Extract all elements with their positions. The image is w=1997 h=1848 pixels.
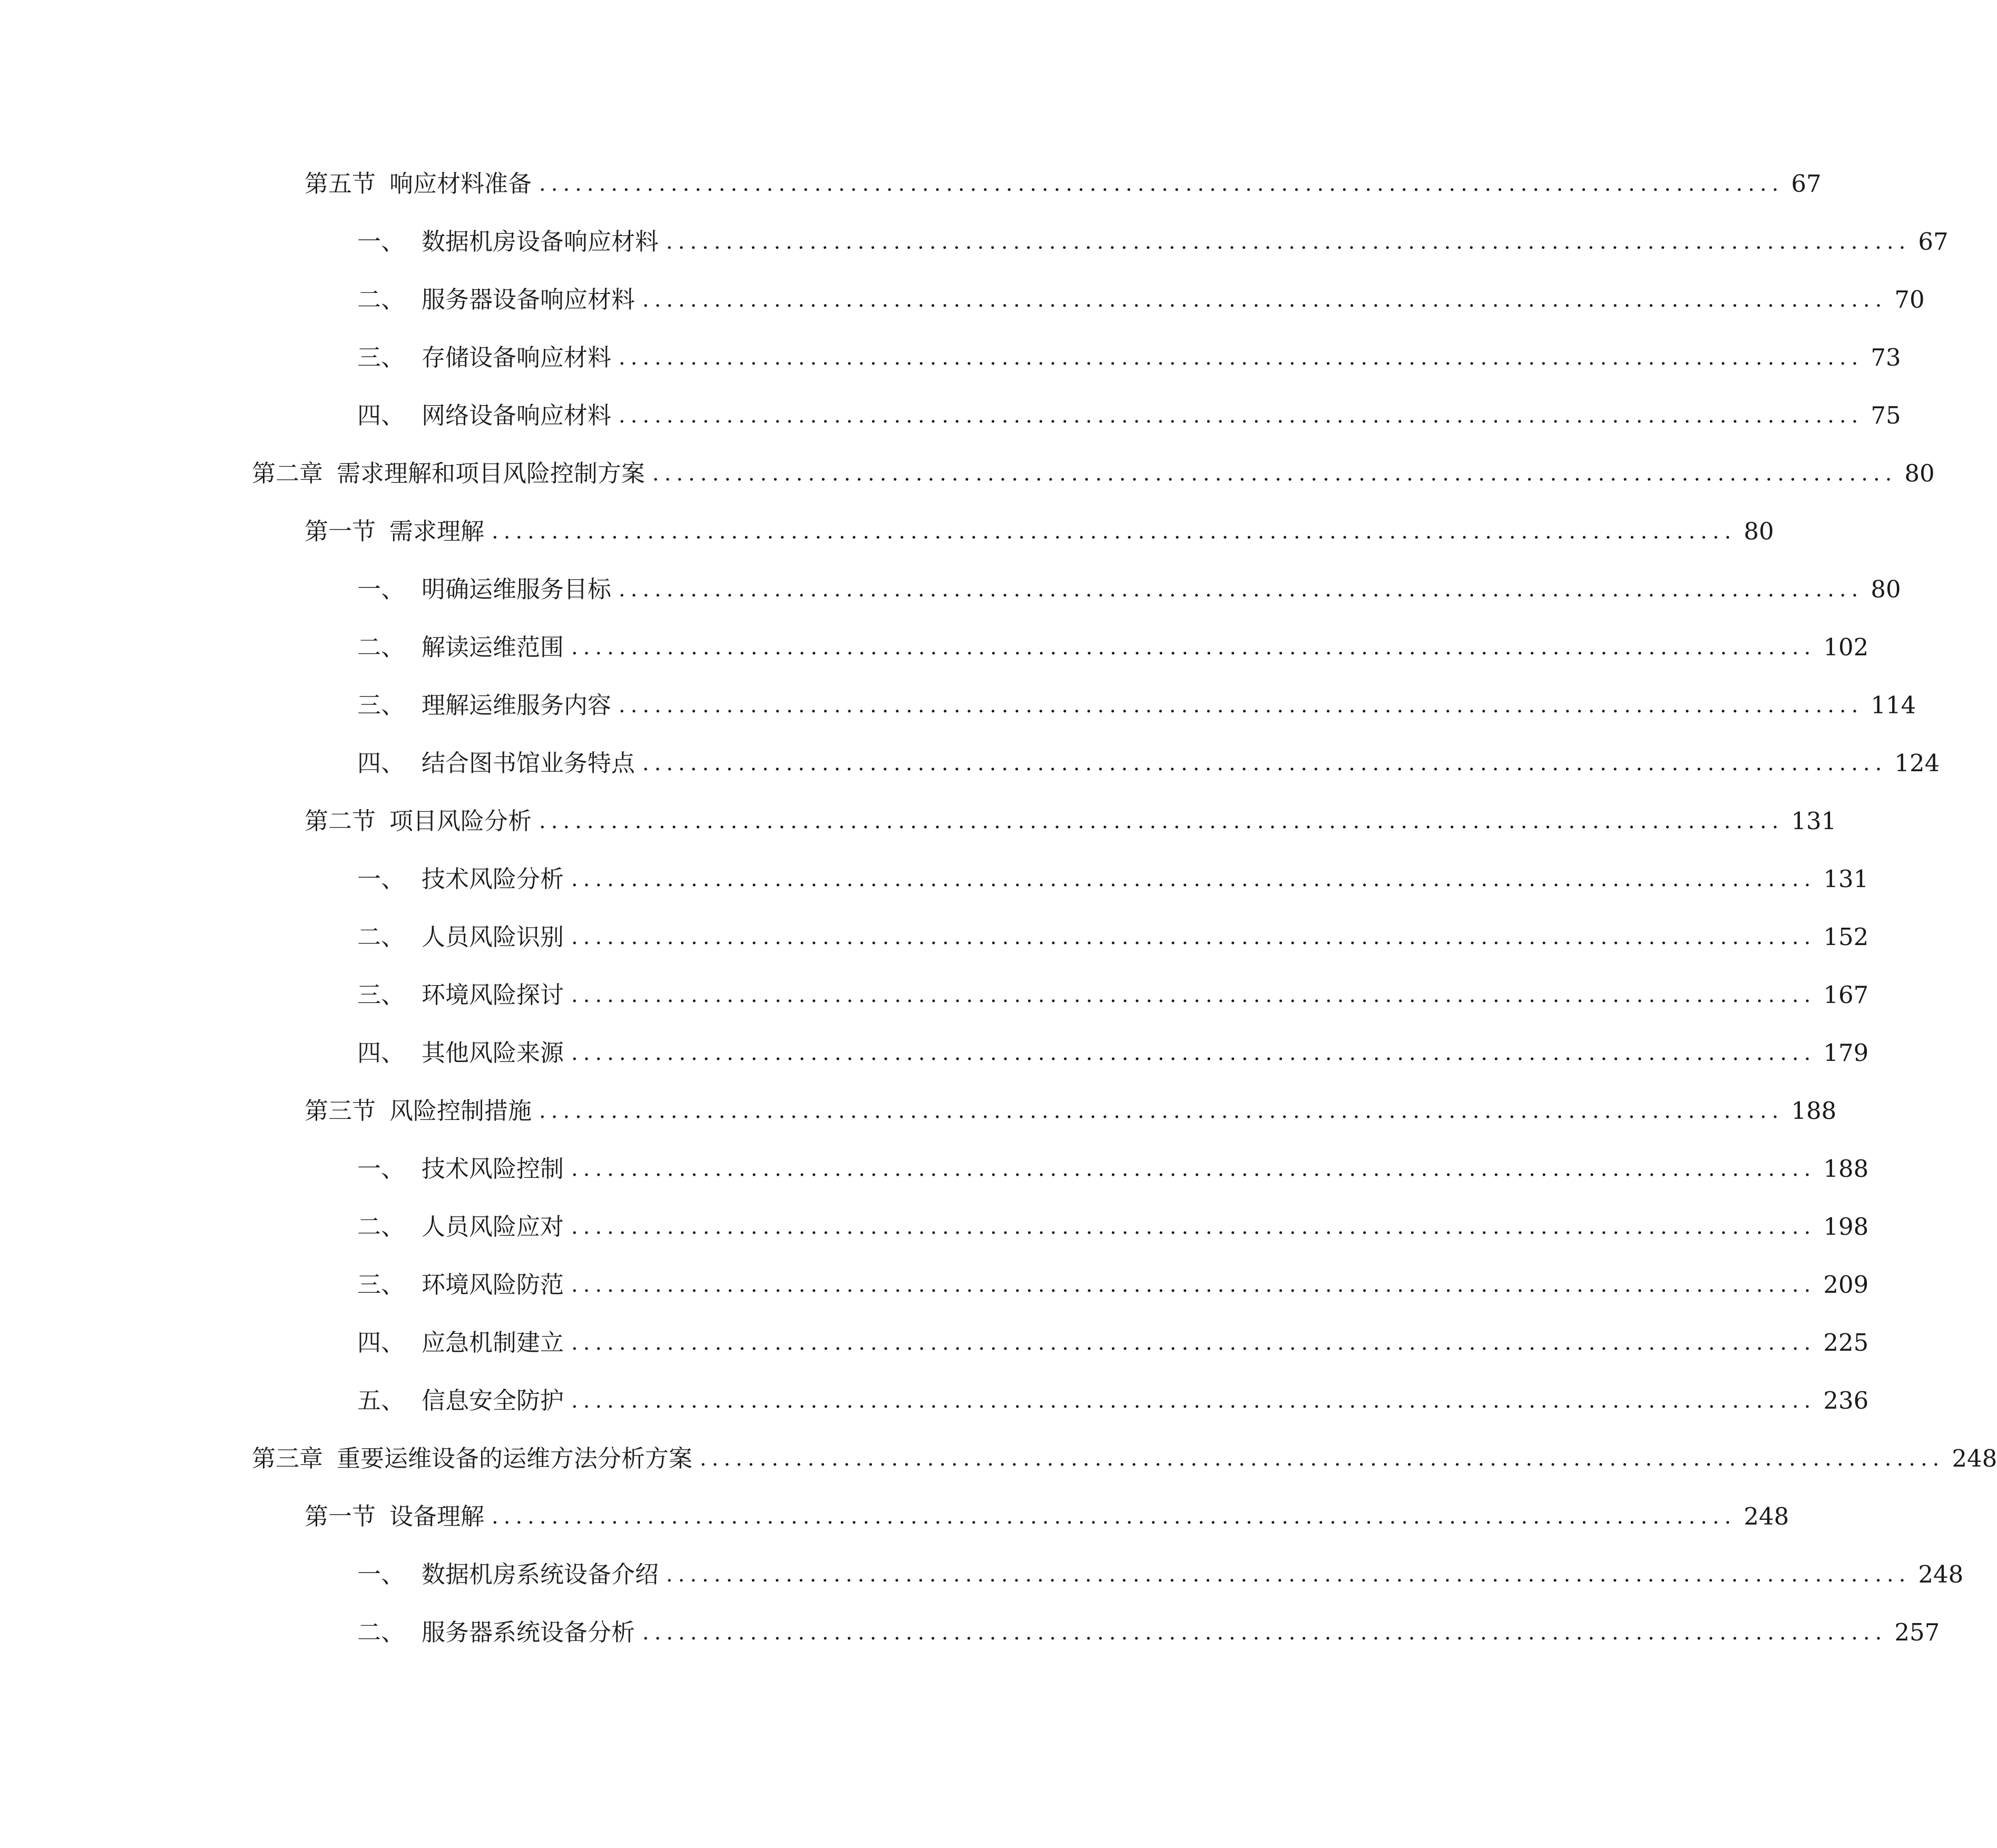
toc-entry-item[interactable] — [357, 1206, 1869, 1248]
entry-title: 环境风险防范 — [422, 1271, 564, 1299]
entry-number: 四、 — [357, 749, 405, 777]
entry-page: 67 — [1918, 228, 1949, 255]
toc-entry-item[interactable] — [357, 1148, 1869, 1190]
dot-leader: ........................................................................................................ — [571, 1389, 1816, 1413]
toc-entry-section[interactable] — [305, 163, 1822, 205]
toc-entry-item[interactable] — [357, 221, 1949, 263]
entry-number: 三、 — [357, 691, 405, 719]
dot-leader: ........................................................................................................ — [619, 577, 1864, 602]
entry-title: 数据机房设备响应材料 — [422, 228, 659, 255]
entry-title: 重要运维设备的运维方法分析方案 — [337, 1444, 693, 1472]
dot-leader: ........................................................................................................ — [652, 461, 1897, 486]
entry-title: 服务器设备响应材料 — [422, 286, 635, 313]
entry-page: 124 — [1894, 749, 1940, 777]
toc-entry-item[interactable] — [357, 1611, 1940, 1654]
toc-entry-item[interactable] — [357, 974, 1869, 1016]
toc-entry-item[interactable] — [357, 1322, 1869, 1364]
entry-page: 75 — [1871, 401, 1901, 429]
entry-page: 188 — [1823, 1155, 1869, 1183]
entry-title: 数据机房系统设备介绍 — [422, 1560, 659, 1588]
dot-leader: ........................................................................................................ — [666, 1562, 1911, 1587]
entry-title: 技术风险控制 — [422, 1155, 564, 1183]
entry-title: 需求理解和项目风险控制方案 — [337, 459, 645, 487]
toc-entry-item[interactable] — [357, 684, 1916, 726]
entry-page: 70 — [1894, 286, 1925, 313]
toc-entry-item[interactable] — [357, 742, 1940, 784]
entry-page: 80 — [1904, 459, 1935, 487]
entry-number: 一、 — [357, 575, 405, 603]
entry-title: 网络设备响应材料 — [422, 401, 612, 429]
entry-number: 二、 — [357, 1618, 405, 1646]
entry-number: 一、 — [357, 865, 405, 893]
entry-page: 152 — [1823, 923, 1869, 951]
entry-number: 一、 — [357, 1560, 405, 1588]
entry-number: 三、 — [357, 1271, 405, 1299]
entry-number: 第一节 — [305, 1502, 376, 1530]
dot-leader: ........................................................................................................ — [539, 809, 1784, 833]
entry-title: 项目风险分析 — [389, 807, 532, 835]
dot-leader: ........................................................................................................ — [539, 1099, 1784, 1123]
toc-entry-item[interactable] — [357, 858, 1869, 900]
toc-entry-item[interactable] — [357, 1032, 1869, 1074]
toc-entry-item[interactable] — [357, 568, 1901, 611]
entry-page: 225 — [1823, 1329, 1869, 1356]
dot-leader: ........................................................................................................ — [571, 867, 1816, 891]
entry-number: 五、 — [357, 1387, 405, 1414]
dot-leader: ........................................................................................................ — [571, 1215, 1816, 1239]
entry-number: 二、 — [357, 923, 405, 951]
entry-number: 第三节 — [305, 1097, 376, 1125]
entry-number: 第五节 — [305, 170, 376, 198]
entry-number: 二、 — [357, 1213, 405, 1241]
dot-leader: ........................................................................................................ — [642, 1620, 1887, 1645]
dot-leader: ........................................................................................................ — [619, 693, 1864, 717]
dot-leader: ........................................................................................................ — [571, 1331, 1816, 1355]
entry-page: 248 — [1952, 1444, 1997, 1472]
dot-leader: ........................................................................................................ — [571, 925, 1816, 949]
dot-leader: ........................................................................................................ — [642, 751, 1887, 775]
entry-number: 一、 — [357, 1155, 405, 1183]
entry-number: 一、 — [357, 228, 405, 255]
entry-page: 102 — [1823, 633, 1869, 661]
dot-leader: ........................................................................................................ — [571, 1273, 1816, 1297]
entry-page: 209 — [1823, 1271, 1869, 1299]
entry-page: 73 — [1871, 343, 1901, 371]
entry-number: 二、 — [357, 633, 405, 661]
entry-page: 131 — [1791, 807, 1837, 835]
dot-leader: ........................................................................................................ — [571, 1157, 1816, 1181]
entry-title: 设备理解 — [389, 1502, 485, 1530]
entry-number: 四、 — [357, 1329, 405, 1356]
dot-leader: ........................................................................................................ — [619, 346, 1864, 370]
dot-leader: ........................................................................................................ — [571, 635, 1816, 660]
toc-entry-item[interactable] — [357, 279, 1925, 321]
entry-page: 248 — [1744, 1502, 1789, 1530]
toc-entry-item[interactable] — [357, 337, 1901, 379]
dot-leader: ........................................................................................................ — [642, 288, 1887, 312]
entry-page: 257 — [1894, 1618, 1940, 1646]
toc-entry-item[interactable] — [357, 1380, 1869, 1422]
dot-leader: ........................................................................................................ — [666, 230, 1911, 254]
entry-page: 67 — [1791, 170, 1822, 198]
entry-title: 存储设备响应材料 — [422, 343, 612, 371]
toc-entry-item[interactable] — [357, 916, 1869, 958]
dot-leader: ........................................................................................................ — [571, 1041, 1816, 1065]
entry-title: 应急机制建立 — [422, 1329, 564, 1356]
entry-title: 环境风险探讨 — [422, 981, 564, 1009]
entry-number: 三、 — [357, 343, 405, 371]
toc-entry-section[interactable] — [305, 1090, 1837, 1132]
entry-number: 三、 — [357, 981, 405, 1009]
toc-entry-section[interactable] — [305, 510, 1774, 553]
dot-leader: ........................................................................................................ — [492, 519, 1737, 544]
entry-page: 80 — [1744, 517, 1774, 545]
toc-entry-chapter[interactable] — [252, 1438, 1997, 1480]
entry-number: 第二章 — [252, 459, 324, 487]
toc-entry-section[interactable] — [305, 1496, 1789, 1538]
entry-title: 风险控制措施 — [389, 1097, 532, 1125]
entry-page: 248 — [1918, 1560, 1964, 1588]
entry-title: 结合图书馆业务特点 — [422, 749, 635, 777]
entry-title: 需求理解 — [389, 517, 485, 545]
entry-number: 第二节 — [305, 807, 376, 835]
toc-entry-chapter[interactable] — [252, 453, 1935, 495]
toc-entry-section[interactable] — [305, 800, 1837, 842]
entry-title: 技术风险分析 — [422, 865, 564, 893]
entry-title: 理解运维服务内容 — [422, 691, 612, 719]
dot-leader: ........................................................................................................ — [539, 172, 1784, 196]
toc-entry-item[interactable] — [357, 1554, 1964, 1596]
entry-title: 服务器系统设备分析 — [422, 1618, 635, 1646]
entry-title: 响应材料准备 — [389, 170, 532, 198]
toc-entry-item[interactable] — [357, 626, 1869, 669]
entry-page: 179 — [1823, 1039, 1869, 1067]
entry-number: 第一节 — [305, 517, 376, 545]
toc-entry-item[interactable] — [357, 395, 1901, 437]
toc-entry-item[interactable] — [357, 1264, 1869, 1306]
entry-title: 信息安全防护 — [422, 1387, 564, 1414]
entry-title: 解读运维范围 — [422, 633, 564, 661]
entry-title: 人员风险应对 — [422, 1213, 564, 1241]
entry-title: 其他风险来源 — [422, 1039, 564, 1067]
entry-title: 明确运维服务目标 — [422, 575, 612, 603]
entry-page: 236 — [1823, 1387, 1869, 1414]
entry-number: 第三章 — [252, 1444, 324, 1472]
entry-number: 四、 — [357, 1039, 405, 1067]
entry-page: 167 — [1823, 981, 1869, 1009]
entry-page: 114 — [1871, 691, 1916, 719]
dot-leader: ........................................................................................................ — [619, 404, 1864, 428]
entry-number: 二、 — [357, 286, 405, 313]
entry-page: 198 — [1823, 1213, 1869, 1241]
entry-title: 人员风险识别 — [422, 923, 564, 951]
entry-page: 188 — [1791, 1097, 1837, 1125]
dot-leader: ........................................................................................................ — [492, 1505, 1737, 1529]
entry-page: 131 — [1823, 865, 1869, 893]
dot-leader: ........................................................................................................ — [571, 983, 1816, 1007]
entry-number: 四、 — [357, 401, 405, 429]
dot-leader: ........................................................................................................ — [700, 1447, 1945, 1471]
entry-page: 80 — [1871, 575, 1901, 603]
